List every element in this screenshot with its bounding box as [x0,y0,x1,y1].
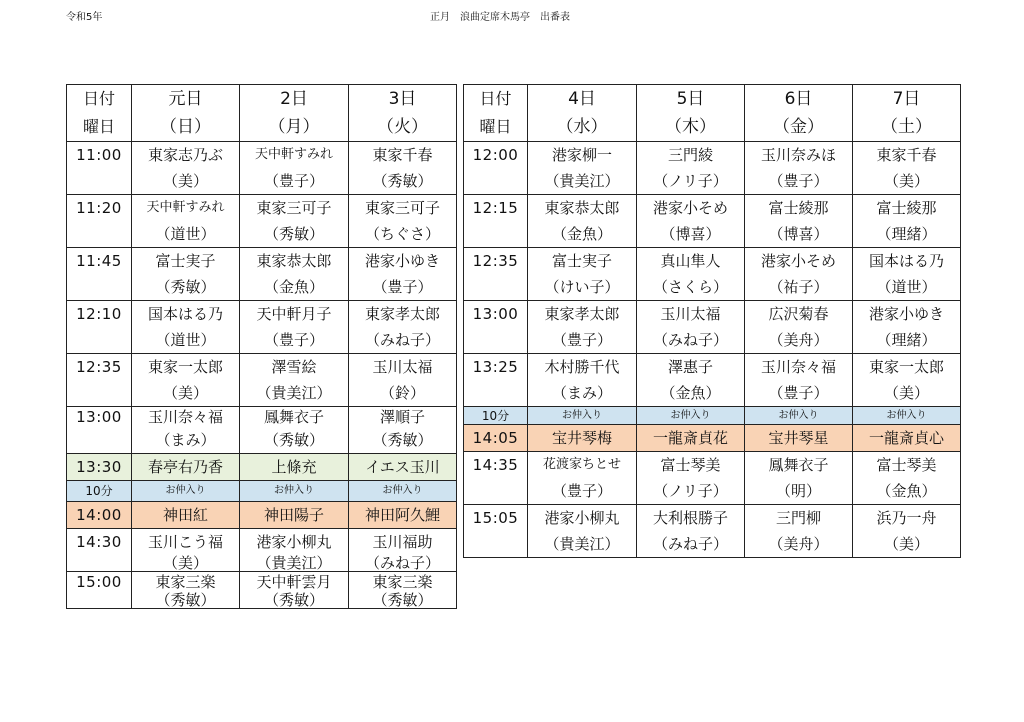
performer-name: 宝井琴梅 [528,425,637,452]
accompanist: （さくら） [637,274,745,301]
accompanist: （豊子） [528,478,637,505]
accompanist: （秀敏） [132,592,240,609]
performer-name: 東家三可子 [349,195,457,222]
performer-name: イエス玉川 [349,454,457,481]
day-date: 4日 [528,85,637,114]
performer-name: 玉川奈みほ [745,142,853,169]
intermission-label: お仲入り [853,407,961,425]
performer-name: 港家小ゆき [853,301,961,328]
accompanist: （秀敏） [349,427,457,454]
slot-time: 12:10 [67,301,132,328]
performer-name: 三門綾 [637,142,745,169]
accompanist: （金魚） [853,478,961,505]
slot-time: 12:00 [464,142,528,169]
accompanist: （まみ） [132,427,240,454]
accompanist: （美） [132,555,240,572]
accompanist: （鈴） [349,380,457,407]
intermission-label: お仲入り [528,407,637,425]
slot-time: 11:00 [67,142,132,169]
accompanist: （豊子） [240,168,349,195]
day-dow: （金） [745,113,853,142]
accompanist: （ちぐさ） [349,221,457,248]
accompanist: （けい子） [528,274,637,301]
slot-time: 11:45 [67,248,132,275]
accompanist: （道世） [132,327,240,354]
program-table-left [66,84,457,609]
performer-name: 神田阿久鯉 [349,502,457,529]
performer-name: 玉川福助 [349,529,457,556]
performer-name: 東家三可子 [240,195,349,222]
accompanist: （美舟） [745,531,853,558]
performer-name: 港家小ゆき [349,248,457,275]
break-duration: 10分 [464,407,528,425]
intermission-label: お仲入り [637,407,745,425]
performer-name: 東家三楽 [349,572,457,593]
accompanist: （貴美江） [240,555,349,572]
performer-name: 玉川太福 [637,301,745,328]
accompanist: （まみ） [528,380,637,407]
performer-name: 東家孝太郎 [528,301,637,328]
day-date: 5日 [637,85,745,114]
accompanist: （豊子） [240,327,349,354]
slot-time: 12:35 [67,354,132,381]
accompanist: （美） [853,380,961,407]
slot-time: 15:00 [67,572,132,593]
performer-name: 澤雪絵 [240,354,349,381]
label-date: 日付 [67,85,132,114]
performer-name: 港家柳一 [528,142,637,169]
slot-time: 15:05 [464,505,528,532]
performer-name: 神田陽子 [240,502,349,529]
performer-name: 広沢菊春 [745,301,853,328]
day-dow: （土） [853,113,961,142]
day-date: 6日 [745,85,853,114]
performer-name: 東家恭太郎 [528,195,637,222]
accompanist: （みね子） [637,531,745,558]
performer-name: 東家一太郎 [132,354,240,381]
performer-name: 玉川奈々福 [132,407,240,428]
slot-time: 14:35 [464,452,528,479]
slot-time: 13:00 [67,407,132,428]
era-label: 令和5年 [66,12,103,23]
slot-time: 12:35 [464,248,528,275]
day-dow: （水） [528,113,637,142]
accompanist: （美） [132,168,240,195]
performer-name: 宝井琴星 [745,425,853,452]
accompanist: （豊子） [745,168,853,195]
performer-name: 澤順子 [349,407,457,428]
break-duration: 10分 [67,481,132,502]
intermission-label: お仲入り [132,481,240,502]
performer-name: 大利根勝子 [637,505,745,532]
performer-name: 天中軒すみれ [132,195,240,222]
accompanist: （美） [132,380,240,407]
accompanist: （みね子） [349,327,457,354]
performer-name: 一龍斎貞花 [637,425,745,452]
performer-name: 東家志乃ぶ [132,142,240,169]
performer-name: 一龍斎貞心 [853,425,961,452]
slot-time: 13:00 [464,301,528,328]
performer-name: 花渡家ちとせ [528,452,637,479]
performer-name: 澤惠子 [637,354,745,381]
performer-name: 港家小柳丸 [528,505,637,532]
day-dow: （木） [637,113,745,142]
performer-name: 浜乃一舟 [853,505,961,532]
performer-name: 東家恭太郎 [240,248,349,275]
accompanist: （博喜） [745,221,853,248]
performer-name: 富士琴美 [637,452,745,479]
performer-name: 天中軒雲月 [240,572,349,593]
performer-name: 富士綾那 [745,195,853,222]
intermission-label: お仲入り [240,481,349,502]
day-date: 3日 [349,85,457,114]
accompanist: （秀敏） [240,427,349,454]
performer-name: 国本はる乃 [853,248,961,275]
performer-name: 玉川太福 [349,354,457,381]
accompanist: （豊子） [745,380,853,407]
day-date: 7日 [853,85,961,114]
slot-time: 11:20 [67,195,132,222]
slot-time: 12:15 [464,195,528,222]
accompanist: （貴美江） [528,531,637,558]
accompanist: （金魚） [528,221,637,248]
performer-name: 東家三楽 [132,572,240,593]
performer-name: 富士琴美 [853,452,961,479]
performer-name: 東家孝太郎 [349,301,457,328]
performer-name: 三門柳 [745,505,853,532]
label-dow: 曜日 [67,113,132,142]
accompanist: （豊子） [528,327,637,354]
accompanist: （秀敏） [132,274,240,301]
accompanist: （金魚） [240,274,349,301]
performer-name: 港家小そめ [745,248,853,275]
accompanist: （ノリ子） [637,478,745,505]
accompanist: （貴美江） [240,380,349,407]
accompanist: （ノリ子） [637,168,745,195]
accompanist: （理緒） [853,221,961,248]
accompanist: （理緒） [853,327,961,354]
slot-time: 14:00 [67,502,132,529]
performer-name: 港家小そめ [637,195,745,222]
performer-name: 上條充 [240,454,349,481]
performer-name: 天中軒月子 [240,301,349,328]
performer-name: 玉川こう福 [132,529,240,556]
performer-name: 東家千春 [853,142,961,169]
day-date: 2日 [240,85,349,114]
accompanist: （みね子） [349,555,457,572]
performer-name: 木村勝千代 [528,354,637,381]
slot-time: 14:05 [464,425,528,452]
page-title: 正月 浪曲定席木馬亭 出番表 [430,12,570,23]
accompanist: （道世） [853,274,961,301]
slot-time: 13:30 [67,454,132,481]
accompanist: （金魚） [637,380,745,407]
slot-time: 14:30 [67,529,132,556]
performer-name: 東家千春 [349,142,457,169]
performer-name: 東家一太郎 [853,354,961,381]
accompanist: （美） [853,531,961,558]
performer-name: 神田紅 [132,502,240,529]
accompanist: （明） [745,478,853,505]
accompanist: （秀敏） [240,221,349,248]
performer-name: 富士実子 [528,248,637,275]
accompanist: （美） [853,168,961,195]
accompanist: （秀敏） [349,168,457,195]
day-dow: （月） [240,113,349,142]
accompanist: （博喜） [637,221,745,248]
performer-name: 玉川奈々福 [745,354,853,381]
accompanist: （豊子） [349,274,457,301]
performer-name: 春亭右乃香 [132,454,240,481]
accompanist: （みね子） [637,327,745,354]
accompanist: （貴美江） [528,168,637,195]
accompanist: （秀敏） [349,592,457,609]
day-date: 元日 [132,85,240,114]
accompanist: （祐子） [745,274,853,301]
performer-name: 鳳舞衣子 [240,407,349,428]
performer-name: 天中軒すみれ [240,142,349,169]
performer-name: 真山隼人 [637,248,745,275]
intermission-label: お仲入り [745,407,853,425]
accompanist: （道世） [132,221,240,248]
day-dow: （火） [349,113,457,142]
program-table-right [463,84,961,558]
accompanist: （秀敏） [240,592,349,609]
accompanist: （美舟） [745,327,853,354]
performer-name: 富士綾那 [853,195,961,222]
performer-name: 港家小柳丸 [240,529,349,556]
performer-name: 鳳舞衣子 [745,452,853,479]
slot-time: 13:25 [464,354,528,381]
label-date: 日付 [464,85,528,114]
intermission-label: お仲入り [349,481,457,502]
label-dow: 曜日 [464,113,528,142]
performer-name: 国本はる乃 [132,301,240,328]
performer-name: 富士実子 [132,248,240,275]
day-dow: （日） [132,113,240,142]
